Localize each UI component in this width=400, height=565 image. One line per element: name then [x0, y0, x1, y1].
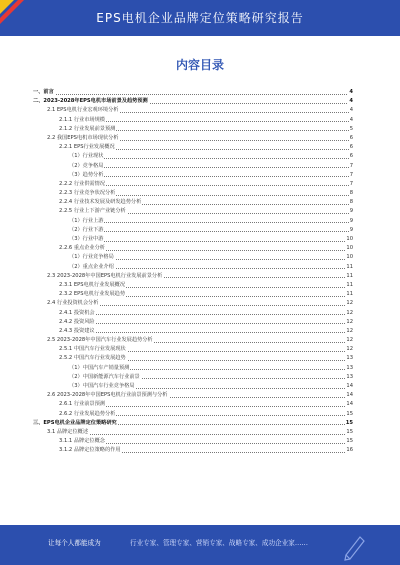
toc-entry-title: 二、2023-2028年EPS电机市场前景及趋势预测 — [33, 98, 148, 105]
toc-entry-title: （2）竞争格局 — [69, 162, 104, 169]
toc-heading: 内容目录 — [175, 58, 224, 72]
toc-entry[interactable] — [33, 354, 353, 363]
toc-entry-title: 2.6 2023-2028年中国EPS电机行业前景预测与分析 — [47, 392, 168, 399]
toc-leader-dots — [59, 323, 353, 324]
toc-entry-page: 11 — [345, 290, 353, 299]
toc-entry-title: 3.1 品牌定位概述 — [47, 428, 89, 435]
toc-entry-page: 12 — [345, 336, 353, 345]
toc-entry-title: 2.2.1 EPS行业发展概况 — [59, 144, 115, 151]
toc-entry[interactable] — [33, 345, 353, 354]
footer-roles: 行业专家、管理专家、营销专家、战略专家、成功企业家…… — [130, 539, 309, 547]
pen-icon — [340, 531, 370, 561]
toc-entry-page: 8 — [349, 198, 353, 207]
toc-entry-title: 2.4.2 投资风险 — [59, 318, 95, 325]
toc-entry-page: 11 — [345, 281, 353, 290]
toc-entry-title: 2.1 EPS电机行业宏观环境分析 — [47, 107, 119, 114]
toc-entry-page: 10 — [345, 244, 353, 253]
toc-entry-page: 14 — [345, 391, 353, 400]
toc-entry[interactable] — [33, 446, 353, 455]
toc-leader-dots — [47, 434, 353, 435]
toc-entry-title: （3）趋势分析 — [69, 171, 104, 178]
toc-entry-title: 2.4.1 投资机会 — [59, 309, 95, 316]
toc-leader-dots — [69, 158, 353, 159]
toc-entry-title: 2.3.1 EPS电机行业发展概况 — [59, 281, 126, 288]
toc-entry-page: 14 — [345, 400, 353, 409]
table-of-contents — [33, 88, 353, 456]
toc-entry[interactable] — [33, 106, 353, 115]
toc-entry-page: 13 — [345, 364, 353, 373]
toc-leader-dots — [69, 222, 353, 223]
toc-leader-dots — [69, 241, 353, 242]
toc-entry-title: 2.1.1 行业市场规模 — [59, 116, 105, 123]
toc-entry-title: 2.4 行业投资机会分析 — [47, 300, 99, 307]
toc-entry[interactable] — [33, 400, 353, 409]
toc-entry-page: 6 — [349, 134, 353, 143]
toc-entry-title: 2.6.2 行业发展趋势分析 — [59, 410, 116, 417]
toc-entry[interactable] — [33, 207, 353, 216]
toc-entry[interactable] — [33, 162, 353, 171]
toc-entry[interactable] — [33, 263, 353, 272]
toc-entry-page: 6 — [349, 152, 353, 161]
toc-entry[interactable] — [33, 143, 353, 152]
toc-entry-title: 2.5.2 中国汽车行业发展趋势 — [59, 355, 126, 362]
toc-entry-title: （1）行业现状 — [69, 153, 104, 160]
toc-entry-page: 7 — [349, 162, 353, 171]
toc-entry[interactable] — [33, 382, 353, 391]
toc-entry[interactable] — [33, 318, 353, 327]
toc-entry-title: 2.2.6 重点企业分析 — [59, 245, 105, 252]
toc-entry-page: 9 — [349, 207, 353, 216]
toc-entry-title: 2.3.2 EPS电机行业发展趋势 — [59, 291, 126, 298]
toc-entry-title: （2）行业下游 — [69, 226, 104, 233]
toc-leader-dots — [59, 332, 353, 333]
toc-entry-page: 11 — [345, 272, 353, 281]
toc-entry-title: （1）行业竞争格局 — [69, 254, 114, 261]
toc-entry-title: （1）行业上游 — [69, 217, 104, 224]
toc-entry-page: 5 — [349, 125, 353, 134]
toc-entry-title: 一、前言 — [33, 89, 54, 95]
toc-entry-title: （3）行业中游 — [69, 236, 104, 242]
toc-entry-title: 2.2.5 行业上下游产业链分析 — [59, 208, 126, 215]
page-header — [0, 0, 400, 36]
toc-entry-page: 15 — [345, 410, 353, 419]
toc-entry[interactable] — [33, 134, 353, 143]
toc-entry[interactable] — [33, 272, 353, 281]
toc-entry-page: 7 — [349, 180, 353, 189]
toc-entry[interactable] — [33, 364, 353, 373]
toc-entry[interactable] — [33, 391, 353, 400]
toc-entry[interactable] — [33, 116, 353, 125]
toc-entry-page: 9 — [349, 217, 353, 226]
toc-entry-page: 10 — [345, 235, 353, 244]
toc-entry[interactable] — [33, 88, 353, 97]
toc-entry[interactable] — [33, 180, 353, 189]
toc-entry-page: 10 — [345, 253, 353, 262]
toc-entry[interactable] — [33, 235, 353, 244]
toc-entry-page: 13 — [345, 354, 353, 363]
toc-entry-page: 7 — [349, 171, 353, 180]
toc-entry-page: 12 — [345, 318, 353, 327]
toc-entry-title: （2）中国新能源汽车行业前景 — [69, 373, 140, 380]
toc-entry-page: 12 — [345, 327, 353, 336]
toc-leader-dots — [69, 176, 353, 177]
toc-entry[interactable] — [33, 327, 353, 336]
toc-entry-page: 14 — [345, 382, 353, 391]
toc-entry[interactable] — [33, 336, 353, 345]
toc-entry-title: 2.5.1 中国汽车行业发展现状 — [59, 346, 126, 353]
toc-entry-page: 6 — [349, 143, 353, 152]
toc-entry-title: 2.5 2023-2028年中国汽车行业发展趋势分析 — [47, 337, 153, 344]
toc-entry-page: 15 — [345, 437, 353, 446]
toc-entry-title: 3.1.1 品牌定位概念 — [59, 438, 105, 445]
toc-entry-page: 12 — [345, 299, 353, 308]
toc-entry[interactable] — [33, 198, 353, 207]
toc-entry-title: （1）中国汽车产销量预测 — [69, 364, 130, 371]
toc-entry-title: 3.1.2 品牌定位策略的作用 — [59, 447, 121, 454]
toc-entry-page: 15 — [345, 428, 353, 437]
toc-leader-dots — [69, 167, 353, 168]
toc-entry[interactable] — [33, 189, 353, 198]
toc-entry-page: 8 — [349, 189, 353, 198]
toc-entry-title: 2.3 2023-2028年中国EPS电机行业发展前景分析 — [47, 272, 163, 279]
toc-entry-title: 2.2.4 行业技术发展及研发趋势分析 — [59, 199, 142, 206]
toc-entry-page: 15 — [345, 419, 353, 428]
toc-entry-title: 2.4.3 投资建议 — [59, 327, 95, 334]
toc-entry[interactable] — [33, 428, 353, 437]
toc-entry-title: 2.2 我国EPS电机市场现状分析 — [47, 134, 119, 141]
toc-entry-title: 2.2.3 行业竞争状况分析 — [59, 190, 116, 197]
toc-entry[interactable] — [33, 253, 353, 262]
toc-entry-page: 11 — [345, 263, 353, 272]
toc-leader-dots — [69, 231, 353, 232]
toc-entry[interactable] — [33, 226, 353, 235]
toc-entry-title: （2）重点企业介绍 — [69, 263, 114, 270]
toc-entry-page: 4 — [349, 106, 353, 115]
toc-entry-title: 2.2.2 行业供需情况 — [59, 180, 105, 187]
toc-entry-page: 12 — [345, 309, 353, 318]
toc-entry[interactable] — [33, 244, 353, 253]
footer-slogan: 让每个人都能成为 — [48, 539, 101, 547]
toc-entry-page: 12 — [345, 345, 353, 354]
report-title: EPS电机企业品牌定位策略研究报告 — [96, 11, 304, 25]
toc-entry-page: 16 — [345, 446, 353, 455]
toc-entry[interactable] — [33, 125, 353, 134]
toc-entry[interactable] — [33, 299, 353, 308]
toc-entry[interactable] — [33, 410, 353, 419]
toc-entry[interactable] — [33, 309, 353, 318]
toc-entry-page: 4 — [348, 88, 353, 97]
toc-leader-dots — [59, 314, 353, 315]
toc-entry[interactable] — [33, 281, 353, 290]
toc-entry[interactable] — [33, 152, 353, 161]
toc-entry-title: 三、EPS电机企业品牌定位策略研究 — [33, 419, 117, 426]
toc-entry[interactable] — [33, 419, 353, 428]
toc-entry[interactable] — [33, 373, 353, 382]
toc-entry[interactable] — [33, 290, 353, 299]
toc-entry-page: 4 — [349, 116, 353, 125]
toc-entry[interactable] — [33, 171, 353, 180]
toc-entry-title: 2.6.1 行业前景预测 — [59, 401, 105, 408]
toc-entry-title: （3）中国汽车行业竞争格局 — [69, 383, 135, 389]
toc-entry[interactable] — [33, 437, 353, 446]
toc-entry-page: 9 — [349, 226, 353, 235]
toc-leader-dots — [33, 94, 353, 95]
toc-entry-page: 13 — [345, 373, 353, 382]
page-footer — [0, 525, 400, 565]
toc-entry[interactable] — [33, 217, 353, 226]
toc-entry-title: 2.1.2 行业发展前景预测 — [59, 125, 116, 132]
toc-entry-page: 4 — [348, 97, 353, 106]
toc-entry[interactable] — [33, 97, 353, 106]
